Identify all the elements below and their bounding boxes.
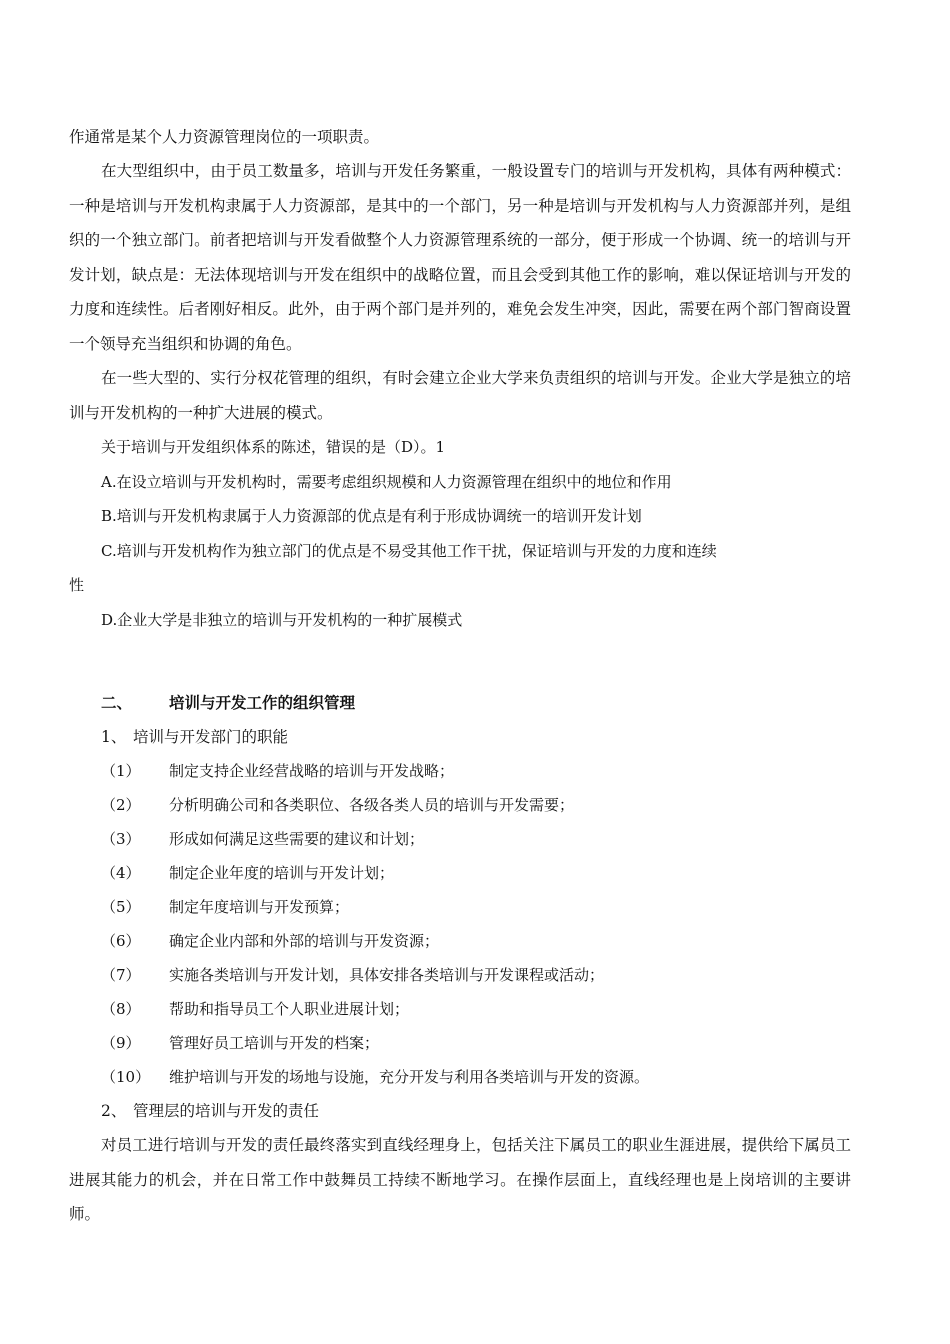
list-item-number: （5） bbox=[101, 898, 141, 916]
paragraph-organization-models: 在大型组织中，由于员工数量多，培训与开发任务繁重，一般设置专门的培训与开发机构，具体有两种模式：一种是培训与开发机构隶属于人力资源部，是其中的一个部门，另一种是培训与开发机构与人力资源部并列，是组织的一个独立部门。前者把培训与开发看做整个人力资源管理系统的一部分，便于形成一个协调、统一的培训与开发计划，缺点是：无法体现培训与开发在组织中的战略位置，而且会受到其他工作的影响，难以保证培训与开发的力度和连续性。后者刚好相反。此外，由于两个部门是并列的，难免会发生冲突，因此，需要在两个部门智商设置一个领导充当组织和协调的角色。 bbox=[69, 162, 851, 353]
list-item-text: 确定企业内部和外部的培训与开发资源； bbox=[169, 932, 440, 950]
question-option-d: D.企业大学是非独立的培训与开发机构的一种扩展模式 bbox=[101, 610, 463, 629]
list-item bbox=[69, 1026, 851, 1060]
list-item bbox=[69, 958, 851, 992]
list-item bbox=[69, 856, 851, 890]
list-item-text: 制定支持企业经营战略的培训与开发战略； bbox=[169, 762, 455, 780]
paragraph-manager-responsibility: 对员工进行培训与开发的责任最终落实到直线经理身上，包括关注下属员工的职业生涯进展，提供给下属员工进展其能力的机会，并在日常工作中鼓舞员工持续不断地学习。在操作层面上，直线经理也是上岗培训的主要讲师。 bbox=[69, 1136, 851, 1223]
list-item bbox=[69, 754, 851, 788]
subsection-title-2: 管理层的培训与开发的责任 bbox=[133, 1102, 320, 1120]
list-item-text: 形成如何满足这些需要的建议和计划； bbox=[169, 830, 425, 848]
list-item bbox=[69, 822, 851, 856]
question-option-c-continuation: 性 bbox=[69, 576, 85, 594]
question-option-c: C.培训与开发机构作为独立部门的优点是不易受其他工作干扰，保证培训与开发的力度和连续 bbox=[101, 541, 717, 560]
list-item-number: （2） bbox=[101, 796, 141, 814]
duties-list bbox=[69, 754, 851, 1094]
question-option-b: B.培训与开发机构隶属于人力资源部的优点是有利于形成协调统一的培训开发计划 bbox=[101, 507, 642, 525]
list-item-number: （9） bbox=[101, 1034, 141, 1052]
list-item bbox=[69, 890, 851, 924]
subsection-heading-1 bbox=[69, 720, 851, 754]
list-item-text: 制定年度培训与开发预算； bbox=[169, 898, 350, 916]
list-item-text: 分析明确公司和各类职位、各级各类人员的培训与开发需要； bbox=[169, 796, 575, 814]
section-title: 培训与开发工作的组织管理 bbox=[169, 693, 356, 712]
list-item-text: 实施各类培训与开发计划，具体安排各类培训与开发课程或活动； bbox=[169, 966, 605, 984]
list-item-number: （7） bbox=[101, 966, 141, 984]
list-item-text: 制定企业年度的培训与开发计划； bbox=[169, 864, 395, 882]
question-stem: 关于培训与开发组织体系的陈述，错误的是（D）。1 bbox=[101, 438, 446, 456]
list-item-number: （4） bbox=[101, 864, 141, 882]
document-page bbox=[69, 120, 851, 1232]
section-number: 二、 bbox=[101, 693, 133, 712]
subsection-heading-2 bbox=[69, 1094, 851, 1128]
list-item-number: （8） bbox=[101, 1000, 141, 1018]
list-item bbox=[69, 1060, 851, 1094]
list-item-number: （1） bbox=[101, 762, 141, 780]
list-item-text: 帮助和指导员工个人职业进展计划； bbox=[169, 1000, 410, 1018]
list-item-number: （10） bbox=[101, 1068, 151, 1086]
list-item bbox=[69, 788, 851, 822]
list-item-number: （3） bbox=[101, 830, 141, 848]
list-item bbox=[69, 992, 851, 1026]
subsection-title-1: 培训与开发部门的职能 bbox=[133, 728, 289, 746]
list-item bbox=[69, 924, 851, 958]
list-item-number: （6） bbox=[101, 932, 141, 950]
list-item-text: 维护培训与开发的场地与设施，充分开发与利用各类培训与开发的资源。 bbox=[169, 1068, 650, 1086]
subsection-number-2: 2、 bbox=[101, 1102, 127, 1120]
question-option-a: A.在设立培训与开发机构时，需要考虑组织规模和人力资源管理在组织中的地位和作用 bbox=[101, 472, 672, 491]
section-heading bbox=[69, 686, 851, 720]
list-item-text: 管理好员工培训与开发的档案； bbox=[169, 1034, 380, 1052]
subsection-number-1: 1、 bbox=[101, 728, 127, 746]
paragraph-corporate-university: 在一些大型的、实行分权花管理的组织，有时会建立企业大学来负责组织的培训与开发。企业大学是独立的培训与开发机构的一种扩大进展的模式。 bbox=[69, 369, 851, 422]
continuation-line: 作通常是某个人力资源管理岗位的一项职责。 bbox=[69, 128, 380, 146]
